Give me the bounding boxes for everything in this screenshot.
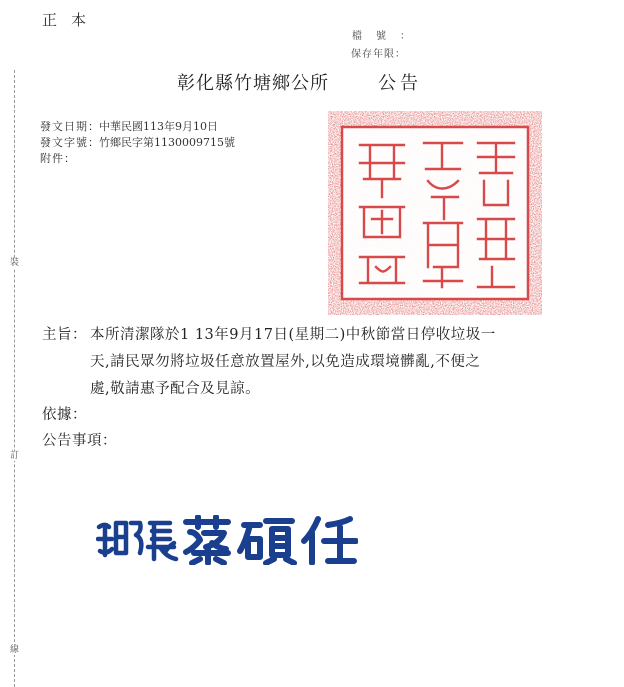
subject-line: 處,敬請惠予配合及見諒。 [90,381,261,397]
retention-period-colon: ： [395,49,405,60]
document-number-value: 竹鄉民字第1130009715號 [99,136,235,149]
announcement-matters-label: 公告事項： [42,433,117,449]
subject-line: 本所清潔隊於1 13年9月17日(星期二)中秋節當日停收垃圾一 [90,327,496,343]
retention-period-field [351,45,405,60]
file-number-colon: ： [400,31,410,42]
document-type: 公告 [378,73,422,94]
binding-mark-ding: 訂 [10,451,20,461]
attachment-label: 附件 [40,152,64,165]
binding-line [14,70,15,687]
issue-date-label: 發文日期 [40,120,88,133]
signature-brush-strokes [98,517,356,563]
file-number-label: 檔號 [352,31,400,42]
attachment-row: 附件： [40,152,75,165]
issue-date-value: 中華民國113年9月10日 [99,120,218,133]
file-number-field [352,27,410,42]
issuing-organization: 彰化縣竹塘鄉公所 [177,73,329,94]
magistrate-signature-stamp [96,515,358,565]
retention-period-label: 保存年限 [351,49,395,60]
binding-mark-zhuang: 裝 [10,258,20,268]
issue-date-row: 發文日期：中華民國113年9月10日 [40,120,218,133]
subject-label: 主旨： [42,327,87,343]
basis-label: 依據： [42,407,87,423]
copy-mark: 正本 [42,11,101,29]
document-number-row: 發文字號：竹鄉民字第1130009715號 [40,136,235,149]
binding-mark-xian: 線 [10,645,20,655]
subject-line: 天,請民眾勿將垃圾任意放置屋外,以免造成環境髒亂,不便之 [90,354,481,370]
document-number-label: 發文字號 [40,136,88,149]
official-seal [328,111,542,315]
